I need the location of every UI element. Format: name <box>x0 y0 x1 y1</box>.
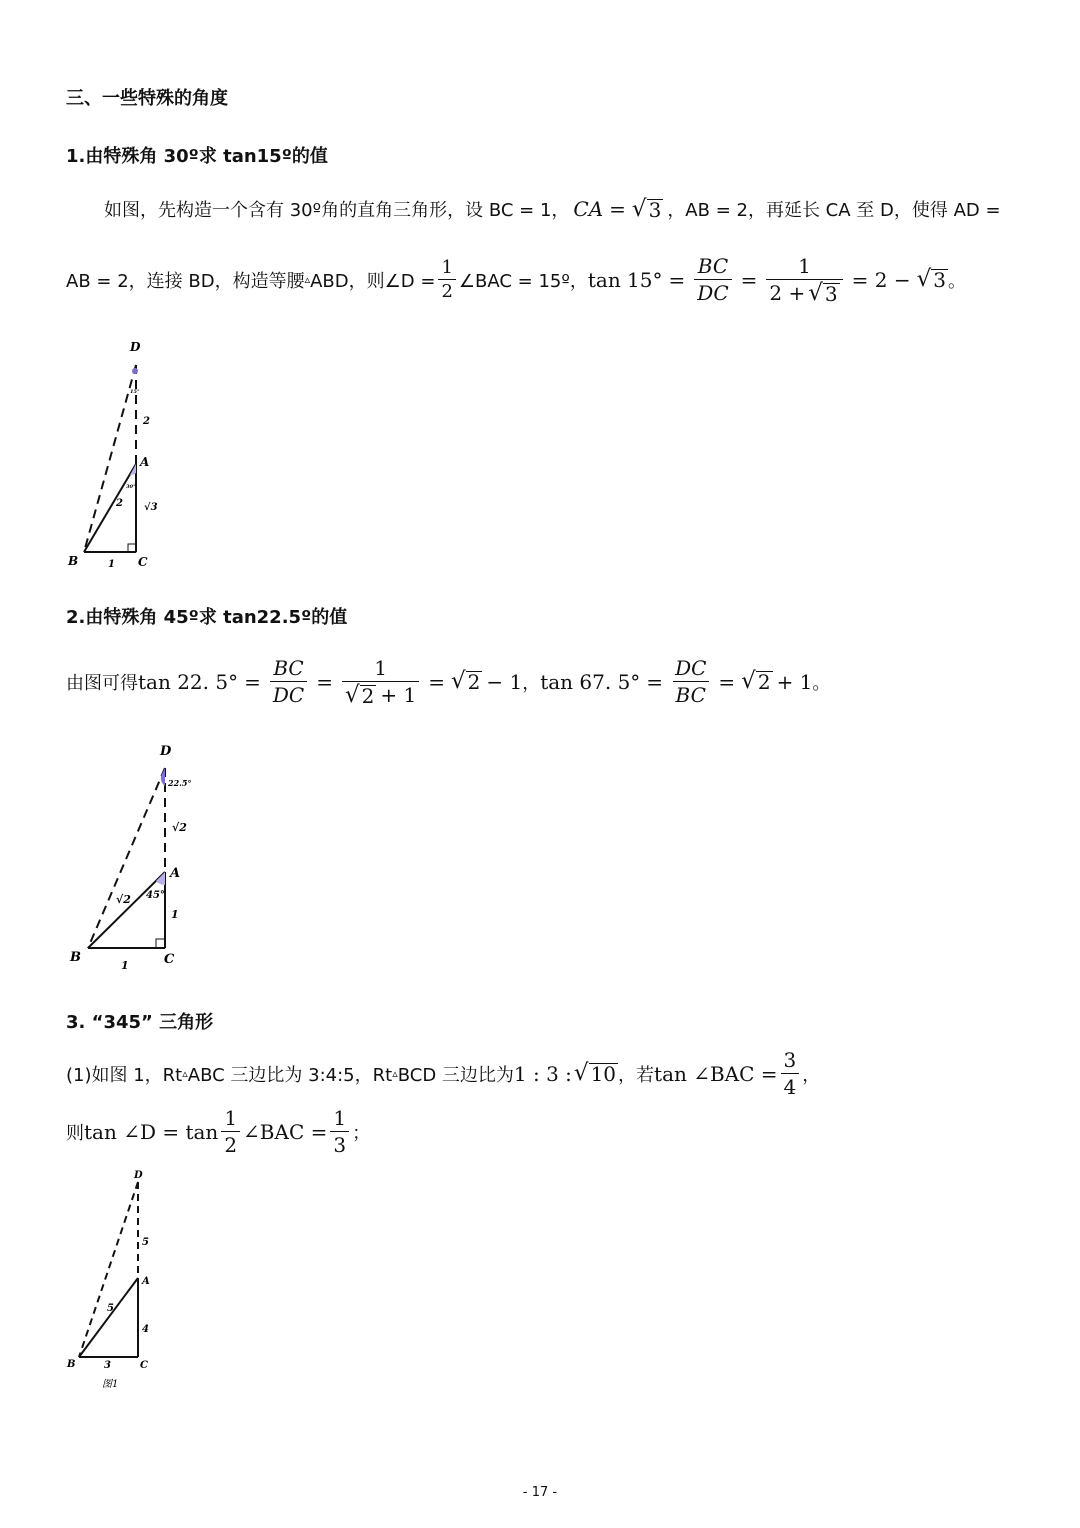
fig3-bd-dashed <box>79 1182 138 1357</box>
tan675-formula: tan 67. 5° = $\frac{DC}{BC}$ = √ 2 + 1 <box>540 656 813 707</box>
sub3-triangle-2: ▵ <box>392 1067 398 1080</box>
fig3-label-b: B <box>67 1359 76 1370</box>
sub1-text-e: ∠BAC = 15º， <box>458 270 588 292</box>
angle-d-marker <box>132 368 138 374</box>
sub3-title: 3. “345” 三角形 <box>66 1012 214 1033</box>
sub2-plus1: + 1 <box>776 669 813 694</box>
label-bc: 1 <box>108 559 115 570</box>
tan15-formula: tan 15° = $\frac{BC}{DC}$ = 1 2 + √ 3 = 2 − √ 3 <box>587 254 946 306</box>
label-ad: 2 <box>143 416 150 427</box>
sub1-text-a: 如图，先构造一个含有 30º角的直角三角形，设 BC = 1， <box>104 200 570 221</box>
fig2-bd-dashed <box>88 768 165 948</box>
frac-bc: BC <box>697 254 729 278</box>
third-den: 3 <box>330 1131 349 1157</box>
bac-eq: ∠BAC = <box>243 1119 328 1144</box>
dc-over-bc <box>672 656 709 707</box>
sub2-frac-den <box>342 681 419 707</box>
sub3-text-c: BCD 三边比为 <box>397 1064 514 1086</box>
fig3-label-bc: 3 <box>104 1360 111 1371</box>
sub2-sqrt2-a-arg: 2 <box>467 670 481 694</box>
sub3-text-d: ，若 <box>618 1064 655 1086</box>
sub3-half-num: 1 <box>224 1106 238 1130</box>
fig3-label-ab: 5 <box>107 1303 114 1314</box>
sqrt3: √ 3 <box>631 195 662 222</box>
sub1-title: 1.由特殊角 30º求 tan15º的值 <box>66 146 328 167</box>
third-num: 1 <box>333 1106 347 1130</box>
frac-four: 4 <box>781 1073 800 1099</box>
one-over-sqrt2-plus-1 <box>342 656 419 707</box>
sub3-half-den: 2 <box>221 1131 240 1157</box>
fig2-label-a: A <box>170 866 181 881</box>
den-sqrt3: √ 3 <box>808 279 838 306</box>
ca-symbol: CA <box>573 197 604 221</box>
sub2-sqrt2-a: √ 2 <box>450 668 481 694</box>
tan675-label: tan 67. 5° <box>540 669 641 694</box>
sub2-sqrt2-b-arg: 2 <box>757 670 771 694</box>
sub2-text-a: 由图可得 <box>66 672 138 694</box>
sub2-frac2-dc: DC <box>675 656 707 680</box>
sub1-text-d: ABD，则∠D = <box>310 270 436 292</box>
sub2-bc-over-dc <box>270 656 307 707</box>
den-sqrt3-arg: 3 <box>824 281 838 306</box>
sub2-den-plus1: + 1 <box>380 683 417 707</box>
half-den: 2 <box>438 279 455 302</box>
frac-den <box>766 279 842 305</box>
right-angle-mark <box>128 544 136 552</box>
sub3-text-a: (1)如图 1，Rt <box>66 1064 183 1086</box>
sub3-line2 <box>66 1106 370 1157</box>
tan-bac-formula <box>654 1048 802 1099</box>
fig2-right-angle <box>156 939 165 948</box>
section-title: 三、一些特殊的角度 <box>66 88 228 109</box>
sub2-paragraph <box>66 656 830 707</box>
label-a: A <box>140 455 150 469</box>
result-sqrt3: √ 3 <box>916 266 946 292</box>
sub2-comma: ， <box>522 672 541 694</box>
fig3-label-c: C <box>140 1360 148 1371</box>
ab-side <box>84 464 136 552</box>
equals: = <box>609 197 626 221</box>
half-num: 1 <box>441 257 453 278</box>
fig2-label-bc: 1 <box>121 959 129 972</box>
label-angle-a: 30° <box>126 484 136 490</box>
one-third <box>330 1106 349 1157</box>
ratio-text: 1 : 3 : <box>513 1061 572 1086</box>
figure-30-degree <box>60 335 180 575</box>
fig3-label-a: A <box>142 1276 150 1287</box>
fig2-label-angle-a: 45° <box>146 890 165 901</box>
triangle-symbol: ▵ <box>304 273 311 286</box>
fig3-label-ad: 5 <box>142 1237 149 1248</box>
sqrt10: √ 10 <box>573 1060 617 1086</box>
fig3-ab-side <box>79 1278 138 1357</box>
result-sqrt3-arg: 3 <box>933 268 946 292</box>
label-c: C <box>138 555 148 569</box>
sub2-end: 。 <box>812 672 831 694</box>
sub2-den-sqrt2-arg: 2 <box>361 683 375 708</box>
two-plus: 2 + <box>769 281 806 305</box>
fig2-label-ab: √2 <box>116 893 131 906</box>
tan225-formula: tan 22. 5° = $\frac{BC}{DC}$ = 1 √ 2 + 1 = √ 2 − 1 <box>138 656 523 708</box>
tan-d-formula <box>84 1106 352 1157</box>
label-ac: √3 <box>144 502 158 513</box>
sqrt10-arg: 10 <box>590 1062 617 1086</box>
bc-over-dc <box>694 254 731 305</box>
sub3-comma: ， <box>802 1064 821 1086</box>
sub3-line1 <box>66 1048 820 1099</box>
sub3-text-b: ABC 三边比为 3:4:5，Rt <box>187 1064 393 1086</box>
sub1-text-b: ，AB = 2，再延长 CA 至 D，使得 AD = <box>667 200 1001 221</box>
fig3-caption: 图1 <box>102 1379 119 1390</box>
page-number: - 17 - <box>522 1485 558 1500</box>
sqrt3-arg: 3 <box>648 197 662 222</box>
sub3-text-e: 则 <box>66 1122 84 1144</box>
tan15-label: tan 15° <box>587 267 663 292</box>
ca-equation <box>573 197 663 221</box>
fig2-label-d: D <box>160 744 172 759</box>
sub2-sqrt2-b: √ 2 <box>741 668 771 694</box>
two-minus: = 2 − <box>851 267 911 292</box>
sub2-title: 2.由特殊角 45º求 tan22.5º的值 <box>66 607 348 628</box>
three-quarters <box>781 1048 800 1099</box>
fig2-label-angle-d: 22.5° <box>168 778 192 788</box>
frac-one: 1 <box>798 254 811 278</box>
fig2-label-c: C <box>164 952 175 967</box>
sub3-triangle-1: ▵ <box>182 1067 188 1080</box>
fig2-label-ad: √2 <box>172 821 187 834</box>
sub2-den-sqrt2: √ 2 <box>344 681 375 708</box>
sub3-half <box>221 1106 240 1157</box>
sub2-minus1: − 1 <box>486 669 523 694</box>
sub2-frac-one: 1 <box>374 656 387 680</box>
one-over-2-plus-sqrt3 <box>766 254 842 305</box>
label-d: D <box>130 340 141 354</box>
sub3-semicolon: ； <box>352 1122 371 1144</box>
fig2-label-ac: 1 <box>171 908 179 921</box>
figure-345 <box>60 1162 170 1392</box>
frac-three: 3 <box>783 1048 797 1072</box>
sub1-paragraph-line2 <box>66 254 966 305</box>
bd-dashed-line <box>84 365 136 552</box>
fig2-label-b: B <box>70 950 81 965</box>
tand-label: tan ∠D = tan <box>84 1119 219 1144</box>
fig3-label-ac: 4 <box>142 1324 149 1335</box>
label-b: B <box>68 554 79 568</box>
sub1-text-c: AB = 2，连接 BD，构造等腰 <box>66 270 305 292</box>
tan225-label: tan 22. 5° <box>138 669 239 694</box>
fig3-label-d: D <box>134 1170 143 1181</box>
sub2-frac-bc: BC <box>273 656 304 680</box>
sub1-end: 。 <box>947 270 966 292</box>
sub2-frac2-bc: BC <box>673 681 709 707</box>
sub2-frac-dc: DC <box>270 681 307 707</box>
frac-dc: DC <box>694 279 731 305</box>
half-fraction <box>438 257 455 302</box>
label-ab: 2 <box>116 498 123 509</box>
ratio-expression <box>514 1062 618 1086</box>
sub1-paragraph-line1 <box>104 196 1001 222</box>
fig2-ab-side <box>88 872 165 948</box>
tanbac-label: tan ∠BAC = <box>654 1061 778 1086</box>
figure-45-degree <box>60 740 210 975</box>
label-angle-d: 15° <box>130 389 140 395</box>
